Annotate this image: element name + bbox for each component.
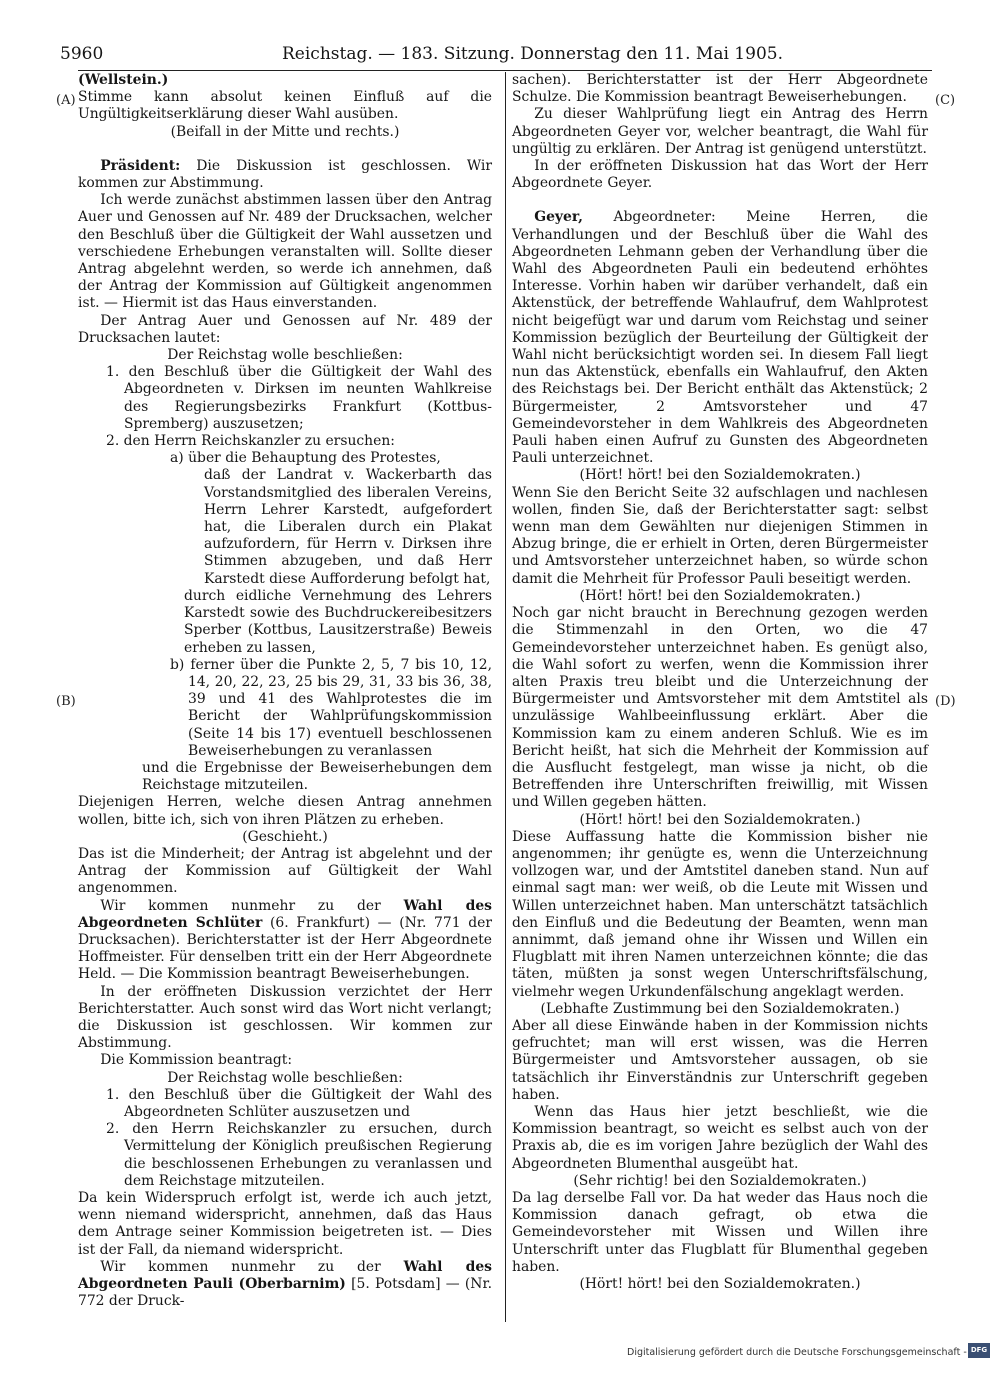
paragraph: Stimme kann absolut keinen Einfluß auf die Ungültigkeitserklärung dieser Wahl ausüben. xyxy=(78,89,492,123)
motion-item: 2. den Herrn Reichskanzler zu ersuchen, durch Vermittelung der Königlich preußischen Regierung die beschlossenen Erhebungen zu veranlassen und dem Reichstage mitzuteilen. xyxy=(106,1121,492,1189)
speaker-name: Geyer, xyxy=(534,209,583,226)
interjection: (Hört! hört! bei den Sozialdemokraten.) xyxy=(579,811,861,828)
motion-subitem: b) ferner über die Punkte 2, 5, 7 bis 10, 12, 14, 20, 22, 23, 25 bis 29, 31, 33 bis 36, 38, 39 und 41 des Wahlprotestes die im Bericht der Wahlprüfungskommission (Seite 14 bis 17) eventuell beschlossenen Beweiserhebungen zu veranlassen xyxy=(170,656,492,759)
margin-sigil-b: (B) xyxy=(56,694,76,709)
paragraph: Der Antrag Auer und Genossen auf Nr. 489 der Drucksachen lautet: xyxy=(78,312,492,346)
margin-sigil-d: (D) xyxy=(935,694,956,709)
margin-sigil-c: (C) xyxy=(935,93,956,108)
paragraph: Noch gar nicht braucht in Berechnung gezogen werden die Stimmenzahl in den Orten, wo die 47 Gemeindevorsteher unterzeichnet haben. Es genügt also, die Wahl sofort zu werfen, wenn die Kommission ihrer alten Praxis treu bleibt und die Unterzeichnung der Bürgermeister und Amtsvorsteher mit dem Amtstitel als unzulässige Wahlbeeinflussung erklärt. Aber die Kommission kam zu einem anderen Schluß. Wie es im Bericht heißt, hat sich die Mehrheit der Kommission auf die Ausflucht festgelegt, man wisse ja nicht, ob die Betreffenden ihre Unterschriften freiwillig, mit Wissen und Willen gegeben hätten. xyxy=(512,605,928,811)
agenda-item: Wahl des Abgeordneten Pauli (Oberbarnim) xyxy=(78,1258,492,1293)
interjection: (Hört! hört! bei den Sozialdemokraten.) xyxy=(579,1276,861,1293)
interjection: (Hört! hört! bei den Sozialdemokraten.) xyxy=(579,587,861,604)
paragraph: Das ist die Minderheit; der Antrag ist abgelehnt und der Antrag der Kommission auf Gültigkeit der Wahl angenommen. xyxy=(78,845,492,897)
paragraph: Wenn das Haus hier jetzt beschließt, wie die Kommission beantragt, so weicht es selbst auch von der Praxis ab, die es im vorigen Jahre bezüglich der Wahl des Abgeordneten Blumenthal ausgeübt hat. xyxy=(512,1103,928,1172)
paragraph: sachen). Berichterstatter ist der Herr Abgeordnete Schulze. Die Kommission beantragt Beweiserhebungen. xyxy=(512,72,928,106)
paragraph: Wir kommen nunmehr zu der Wahl des Abgeordneten Schlüter (6. Frankfurt) — (Nr. 771 der Drucksachen). Berichterstatter ist der Herr Abgeordnete Hoffmeister. Für denselben tritt ein der Herr Abgeordnete Held. — Die Kommission beantragt Beweiserhebungen. xyxy=(78,897,493,983)
interjection: (Hört! hört! bei den Sozialdemokraten.) xyxy=(579,467,861,484)
motion-subitem: a) über die Behauptung des Protestes, xyxy=(170,450,441,467)
running-header xyxy=(60,44,930,68)
paragraph: Geyer, Abgeordneter: Meine Herren, die Verhandlungen und der Beschluß über die Wahl des Abgeordneten Lehmann geben der Verhandlung über die Wahl des Abgeordneten Pauli ein bedeutend erhöhtes Interesse. Vorhin haben wir darüber verhandelt, daß ein Aktenstück, der betreffende Wahlaufruf, dem Wahlprotest nicht beigefügt war und darum vom Reichstag und seiner Kommission bezüglich der Beurteilung der Gültigkeit der Wahl nicht berücksichtigt worden sei. In diesem Fall liegt nun das Aktenstück, ebenfalls ein Wahlaufruf, den Akten des Reichstags bei. Der Bericht enthält das Aktenstück; 2 Bürgermeister, 2 Amtsvorsteher und 47 Gemeindevorsteher in dem Wahlkreis des Abgeordneten Pauli haben einen Aufruf zu Gunsten des Abgeordneten Pauli unterzeichnet. xyxy=(512,209,928,467)
motion-subitem-text: daß der Landrat v. Wackerbarth das Vorstandsmitglied des liberalen Vereins, Herrn Lehrer Karstedt, aufgefordert hat, die Liberalen durch ein Plakat aufzufordern, für Herrn v. Dirksen ihre Stimmen abzugeben, und daß Herr Karstedt diese Aufforderung befolgt hat, xyxy=(204,467,492,587)
paragraph: Diejenigen Herren, welche diesen Antrag annehmen wollen, bitte ich, sich von ihren Plätzen zu erheben. xyxy=(78,794,492,828)
interjection: (Sehr richtig! bei den Sozialdemokraten.) xyxy=(573,1172,867,1189)
motion-item: 2. den Herrn Reichskanzler zu ersuchen: xyxy=(106,433,395,450)
paragraph: Ich werde zunächst abstimmen lassen über den Antrag Auer und Genossen auf Nr. 489 der Drucksachen, welcher den Beschluß über die Gültigkeit der Wahl aussetzen und verschiedene Erhebungen veranstalten will. Sollte dieser Antrag abgelehnt werden, so werde ich annehmen, daß der Antrag der Kommission auf Gültigkeit angenommen ist. — Hiermit ist das Haus einverstanden. xyxy=(78,192,492,312)
motion-closing: und die Ergebnisse der Beweiserhebungen dem Reichstage mitzuteilen. xyxy=(142,759,492,794)
interjection: (Geschieht.) xyxy=(242,828,328,845)
dfg-logo: DFG xyxy=(968,1343,990,1358)
motion-subitem-text: durch eidliche Vernehmung des Lehrers Karstedt sowie des Buchdruckereibesitzers Sperber (Kottbus, Lausitzerstraße) Beweis erheben zu lassen, xyxy=(184,587,492,656)
speaker-name: Präsident: xyxy=(100,157,181,174)
paragraph: Präsident: Die Diskussion ist geschlossen. Wir kommen zur Abstimmung. xyxy=(78,157,493,192)
interjection: (Lebhafte Zustimmung bei den Sozialdemokraten.) xyxy=(540,1000,900,1017)
header-rule xyxy=(78,70,932,71)
motion-item: 1. den Beschluß über die Gültigkeit der Wahl des Abgeordneten Schlüter auszusetzen und xyxy=(106,1086,492,1120)
motion-intro: Der Reichstag wolle beschließen: xyxy=(167,347,403,364)
paragraph: Wenn Sie den Bericht Seite 32 aufschlagen und nachlesen wollen, finden Sie, daß der Berichterstatter sagt: selbst wenn man dem Gewählten nur diejenigen Stimmen in Abzug bringe, die er erhielt in Orten, deren Bürgermeister und Amtsvorsteher unterzeichnet haben, so würde schon damit die Mehrheit für Professor Pauli beseitigt werden. xyxy=(512,484,928,587)
right-column xyxy=(512,72,928,1293)
column-divider xyxy=(505,72,506,1322)
paragraph: In der eröffneten Diskussion verzichtet der Herr Berichterstatter. Auch sonst wird das Wort nicht verlangt; die Diskussion ist geschlossen. Wir kommen zur Abstimmung. xyxy=(78,983,492,1052)
paragraph: Zu dieser Wahlprüfung liegt ein Antrag des Herrn Abgeordneten Geyer vor, welcher beantragt, die Wahl für ungültig zu erklären. Der Antrag ist genügend unterstützt. xyxy=(512,106,928,157)
paragraph: Aber all diese Einwände haben in der Kommission nichts gefruchtet; man will erst wissen, was die Herren Bürgermeister und Amtsvorsteher aussagen, ob sie tatsächlich ihr Einverständnis zur Unterschrift gegeben haben. xyxy=(512,1017,928,1103)
motion-item: 1. den Beschluß über die Gültigkeit der Wahl des Abgeordneten v. Dirksen im neunten Wahlkreise des Regierungsbezirks Frankfurt (Kottbus-Spremberg) auszusetzen; xyxy=(106,364,492,432)
page-number: 5960 xyxy=(60,44,104,64)
paragraph: In der eröffneten Diskussion hat das Wort der Herr Abgeordnete Geyer. xyxy=(512,158,928,192)
digitization-credit: Digitalisierung gefördert durch die Deutsche Forschungsgemeinschaft - xyxy=(627,1347,967,1358)
paragraph: Diese Auffassung hatte die Kommission bisher nie angenommen; ihr genügte es, wenn die Unterzeichnung vollzogen war, und der Amtstitel daneben stand. Nun auf einmal sagt man: wer weiß, ob die Leute mit Wissen und Willen unterzeichnet haben. Man unterschätzt tatsächlich den Einfluß und die Bedeutung der Beamten, wenn man annimmt, daß jemand ohne ihr Wissen und Willen ein Flugblatt mit ihren Namen unterzeichnen könnte; die das täten, müßten ja sonst wegen Unterschriftsfälschung, vielmehr wegen Urkundenfälschung angeklagt werden. xyxy=(512,828,928,1000)
margin-sigil-a: (A) xyxy=(56,93,76,108)
left-column xyxy=(78,72,492,1310)
paragraph: Da lag derselbe Fall vor. Da hat weder das Haus noch die Kommission danach gefragt, ob etwa die Gemeindevorsteher mit Wissen und Willen ihre Unterschrift unter das Flugblatt für Blumenthal gegeben haben. xyxy=(512,1190,928,1275)
paragraph: Die Kommission beantragt: xyxy=(100,1052,293,1069)
speaker-tag: (Wellstein.) xyxy=(78,72,169,88)
paragraph: Da kein Widerspruch erfolgt ist, werde ich auch jetzt, wenn niemand widerspricht, annehmen, daß das Haus dem Antrage seiner Kommission beigetreten ist. — Dies ist der Fall, da niemand widerspricht. xyxy=(78,1190,492,1258)
paragraph: Wir kommen nunmehr zu der Wahl des Abgeordneten Pauli (Oberbarnim) [5. Potsdam] — (Nr. 772 der Druck- xyxy=(78,1258,492,1310)
agenda-item: Wahl des Abgeordneten Schlüter xyxy=(78,897,492,931)
running-title: Reichstag. — 183. Sitzung. Donnerstag den 11. Mai 1905. xyxy=(282,44,783,64)
interjection: (Beifall in der Mitte und rechts.) xyxy=(170,123,400,140)
motion-intro: Der Reichstag wolle beschließen: xyxy=(167,1069,403,1086)
